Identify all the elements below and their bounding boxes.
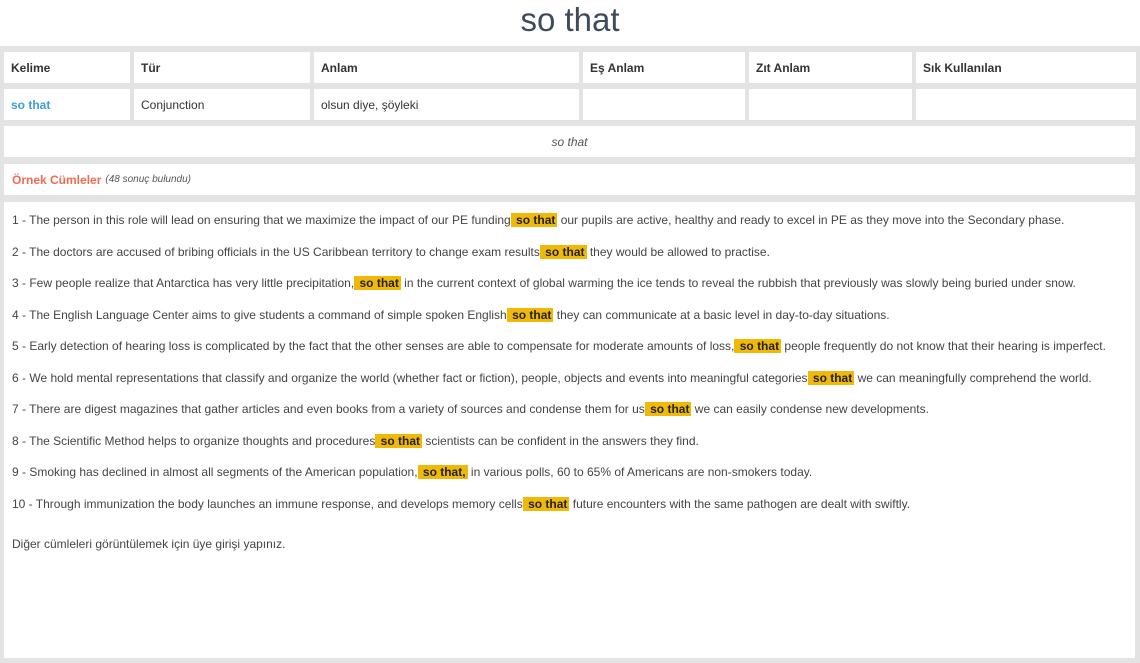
highlight-phrase: so that	[356, 276, 399, 290]
sentence-text: people frequently do not know that their hearing is imperfect.	[781, 339, 1106, 353]
example-sentence	[12, 336, 1127, 358]
cell-synonym	[583, 89, 745, 120]
phrase-row: so that	[4, 126, 1135, 157]
sentence-text: 8 - The Scientific Method helps to organize thoughts and procedures	[12, 433, 376, 448]
sentence-text: 9 - Smoking has declined in almost all segments of the American population,	[12, 465, 418, 479]
sentence-text: we can easily condense new developments.	[691, 402, 929, 416]
example-sentence	[12, 242, 1127, 264]
sentence-text: we can meaningfully comprehend the world.	[854, 370, 1092, 385]
login-prompt-prefix: Diğer cümleleri görüntülemek için	[12, 537, 193, 551]
sentence-text: scientists can be confident in the answers they find.	[422, 433, 699, 448]
login-prompt-suffix: yapınız.	[240, 537, 286, 551]
table-header-row	[4, 52, 1136, 83]
cell-frequent	[916, 89, 1136, 120]
header-meaning: Anlam	[314, 52, 579, 83]
example-sentence	[12, 368, 1127, 390]
sentence-text: 6 - We hold mental representations that classify and organize the world (whether fact or fiction), people, objects and events into meaningful categories	[12, 370, 808, 385]
cell-word[interactable]	[4, 89, 130, 120]
example-sentence	[12, 273, 1127, 295]
highlight-phrase: so that	[524, 496, 568, 511]
sentence-list	[4, 202, 1135, 658]
examples-heading	[4, 164, 1135, 195]
sentence-text: they would be allowed to practise.	[586, 244, 770, 259]
header-antonym: Zıt Anlam	[749, 52, 912, 83]
example-sentence	[12, 431, 1127, 453]
example-sentence	[12, 399, 1127, 421]
table-row	[4, 89, 1136, 120]
header-frequent: Sık Kullanılan	[916, 52, 1136, 83]
header-type: Tür	[134, 52, 310, 83]
highlight-phrase: so that	[646, 402, 690, 416]
cell-meaning: olsun diye, şöyleki	[314, 89, 579, 120]
cell-type: Conjunction	[134, 89, 310, 120]
sentence-text: they can communicate at a basic level in day-to-day situations.	[553, 307, 890, 322]
login-prompt	[12, 537, 1127, 551]
word-link[interactable]: so that	[11, 97, 51, 112]
sentence-text: 2 - The doctors are accused of bribing officials in the US Caribbean territory to change exam results	[12, 244, 540, 259]
login-link[interactable]: üye girişi	[192, 537, 241, 551]
page-title: so that	[520, 1, 620, 38]
sentence-text: future encounters with the same pathogen are dealt with swiftly.	[569, 496, 911, 511]
example-sentence	[12, 305, 1127, 327]
word-panel	[0, 46, 1140, 663]
highlight-phrase: so that	[809, 370, 853, 385]
sentence-text: in the current context of global warming the ice tends to reveal the rubbish that previously was slowly being buried under snow.	[400, 276, 1076, 290]
cell-antonym	[749, 89, 912, 120]
highlight-phrase: so that	[736, 339, 780, 353]
highlight-phrase: so that	[377, 433, 421, 448]
example-sentence	[12, 210, 1127, 232]
examples-title: Örnek Cümleler	[12, 172, 102, 187]
example-sentence	[12, 494, 1127, 516]
highlight-phrase: so that	[512, 213, 556, 227]
sentence-text: 4 - The English Language Center aims to give students a command of simple spoken English	[12, 307, 507, 322]
header-word: Kelime	[4, 52, 130, 83]
sentence-text: 1 - The person in this role will lead on ensuring that we maximize the impact of our PE funding	[12, 213, 511, 227]
highlight-phrase: so that	[541, 244, 585, 259]
sentence-text: our pupils are active, healthy and ready to excel in PE as they move into the Secondary phase.	[557, 213, 1065, 227]
sentence-text: 3 - Few people realize that Antarctica has very little precipitation,	[12, 276, 355, 290]
header-synonym: Eş Anlam	[583, 52, 745, 83]
example-sentence	[12, 462, 1127, 484]
sentence-text: 7 - There are digest magazines that gather articles and even books from a variety of sources and condense them for us	[12, 402, 645, 416]
highlight-phrase: so that,	[419, 465, 466, 479]
examples-count: (48 sonuç bulundu)	[105, 174, 191, 185]
sentence-text: in various polls, 60 to 65% of Americans are non-smokers today.	[467, 465, 813, 479]
highlight-phrase: so that	[508, 307, 552, 322]
sentence-text: 5 - Early detection of hearing loss is complicated by the fact that the other senses are able to compensate for moderate amounts of loss,	[12, 339, 735, 353]
sentence-text: 10 - Through immunization the body launches an immune response, and develops memory cells	[12, 496, 523, 511]
